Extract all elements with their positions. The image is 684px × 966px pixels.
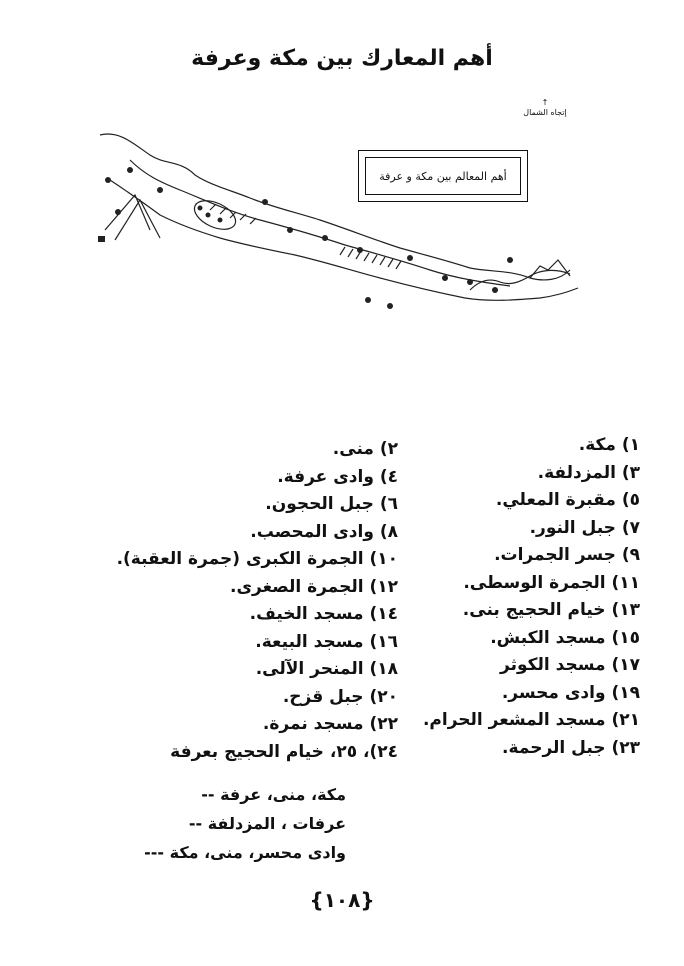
legend-row	[110, 838, 346, 867]
list-item: ٣) المزدلفة.	[537, 462, 640, 483]
list-item: ٢٤)، ٢٥، خيام الحجيج بعرفة	[170, 741, 398, 762]
map-caption-box	[358, 150, 528, 202]
list-item: ١٢) الجمرة الصغرى.	[229, 576, 398, 597]
list-item: ١٥) مسجد الكبش.	[490, 627, 640, 648]
list-item: ١٧) مسجد الكوثر	[500, 655, 640, 675]
north-indicator	[520, 98, 570, 118]
list-item: ١٩) وادى محسر.	[501, 682, 640, 703]
north-label: إتجاه الشمال	[523, 108, 567, 117]
list-item: ٢) منى.	[332, 439, 398, 459]
list-item: ٢٢) مسجد نمرة.	[262, 714, 398, 734]
list-item: ٧) جبل النور.	[529, 517, 640, 538]
list-item: ٦) جبل الحجون.	[265, 494, 398, 514]
legend-text: عرفات ، المزدلفة	[207, 814, 346, 833]
list-item: ١١) الجمرة الوسطى.	[463, 572, 640, 593]
landmarks-list-right	[380, 432, 640, 762]
list-item: ٨) وادى المحصب.	[250, 521, 398, 542]
list-item: ١٣) خيام الحجيج بنى.	[462, 600, 640, 620]
route-legend	[110, 780, 346, 867]
list-item: ١٤) مسجد الخيف.	[249, 604, 398, 624]
list-item: ٤) وادى عرفة.	[277, 466, 398, 487]
list-item: ١٦) مسجد البيعة.	[255, 631, 398, 652]
page-number: {١٠٨}	[309, 888, 375, 912]
legend-text: وادى محسر، منى، مكة	[169, 843, 346, 862]
list-item: ٥) مقبرة المعلي.	[495, 490, 640, 510]
list-item: ١٨) المنحر الآلى.	[255, 659, 398, 679]
legend-dash: --	[201, 785, 215, 804]
list-item: ٢١) مسجد المشعر الحرام.	[422, 710, 640, 730]
list-item: ٢٠) جبل قزح.	[282, 686, 398, 707]
list-item: ١) مكة.	[578, 435, 640, 455]
list-item: ٩) جسر الجمرات.	[494, 545, 640, 565]
legend-row	[110, 809, 346, 838]
list-item: ٢٣) جبل الرحمة.	[502, 737, 640, 758]
page-title: أهم المعارك بين مكة وعرفة	[191, 46, 493, 71]
map-road-line	[105, 195, 150, 230]
map-caption-label: أهم المعالم بين مكة و عرفة	[365, 157, 521, 195]
legend-row	[110, 780, 346, 809]
list-item: ١٠) الجمرة الكبرى (جمرة العقبة).	[116, 549, 398, 569]
legend-dash: ---	[144, 843, 165, 862]
legend-dash: --	[188, 814, 203, 833]
north-arrow-icon: ↑	[541, 98, 549, 107]
legend-text: مكة، منى، عرفة	[220, 785, 346, 804]
landmarks-list-left	[100, 436, 398, 766]
